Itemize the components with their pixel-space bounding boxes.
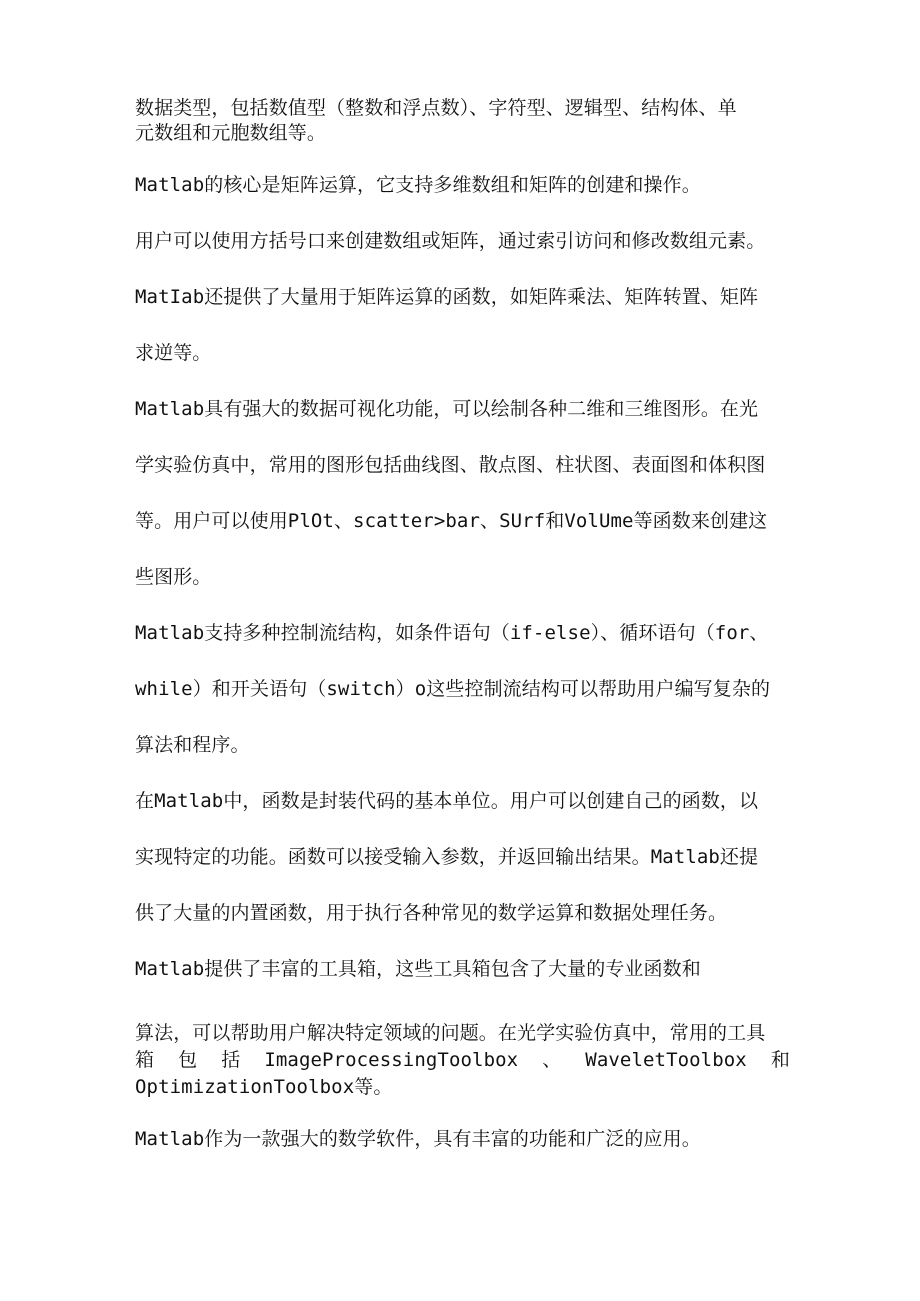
text-line-6: 求逆等。 — [135, 342, 212, 364]
text-line-7: Matlab具有强大的数据可视化功能，可以绘制各种二维和三维图形。在光 — [135, 398, 759, 420]
text-line-2: 元数组和元胞数组等。 — [135, 122, 327, 144]
text-line-9: 等。用户可以使用PlOt、scatter>bar、SUrf和VolUme等函数来创建这 — [135, 510, 768, 532]
text-line-12: while）和开关语句（switch）o这些控制流结构可以帮助用户编写复杂的 — [135, 678, 771, 700]
text-line-3: Matlab的核心是矩阵运算，它支持多维数组和矩阵的创建和操作。 — [135, 174, 701, 196]
toolbox-word-3: 括 — [221, 1049, 241, 1071]
text-line-21: Matlab作为一款强大的数学软件，具有丰富的功能和广泛的应用。 — [135, 1128, 701, 1150]
toolbox-word-2: 包 — [178, 1049, 198, 1071]
toolbox-word-1: 箱 — [135, 1049, 155, 1071]
toolbox-word-4: ImageProcessingToolbox — [264, 1049, 519, 1071]
text-line-5: MatIab还提供了大量用于矩阵运算的函数，如矩阵乘法、矩阵转置、矩阵 — [135, 286, 759, 308]
text-line-11: Matlab支持多种控制流结构，如条件语句（if-else）、循环语句（for、 — [135, 622, 769, 644]
text-line-17: Matlab提供了丰富的工具箱，这些工具箱包含了大量的专业函数和 — [135, 958, 701, 980]
toolbox-word-6: WaveletToolbox — [585, 1049, 747, 1071]
text-line-16: 供了大量的内置函数，用于执行各种常见的数学运算和数据处理任务。 — [135, 902, 728, 924]
text-line-1: 数据类型，包括数值型（整数和浮点数）、字符型、逻辑型、结构体、单 — [135, 97, 737, 119]
text-line-19-justified — [135, 1048, 790, 1072]
text-line-18: 算法，可以帮助用户解决特定领域的问题。在光学实验仿真中，常用的工具 — [135, 1022, 766, 1044]
toolbox-word-7: 和 — [770, 1049, 790, 1071]
text-line-8: 学实验仿真中，常用的图形包括曲线图、散点图、柱状图、表面图和体积图 — [135, 454, 766, 476]
text-line-14: 在Matlab中，函数是封装代码的基本单位。用户可以创建自己的函数，以 — [135, 790, 759, 812]
text-line-13: 算法和程序。 — [135, 734, 250, 756]
text-line-20: OptimizationToolbox等。 — [135, 1076, 393, 1098]
text-line-4: 用户可以使用方括号口来创建数组或矩阵，通过索引访问和修改数组元素。 — [135, 230, 766, 252]
text-line-15: 实现特定的功能。函数可以接受输入参数，并返回输出结果。Matlab还提 — [135, 846, 759, 868]
text-line-10: 些图形。 — [135, 566, 212, 588]
toolbox-word-5: 、 — [542, 1049, 562, 1071]
